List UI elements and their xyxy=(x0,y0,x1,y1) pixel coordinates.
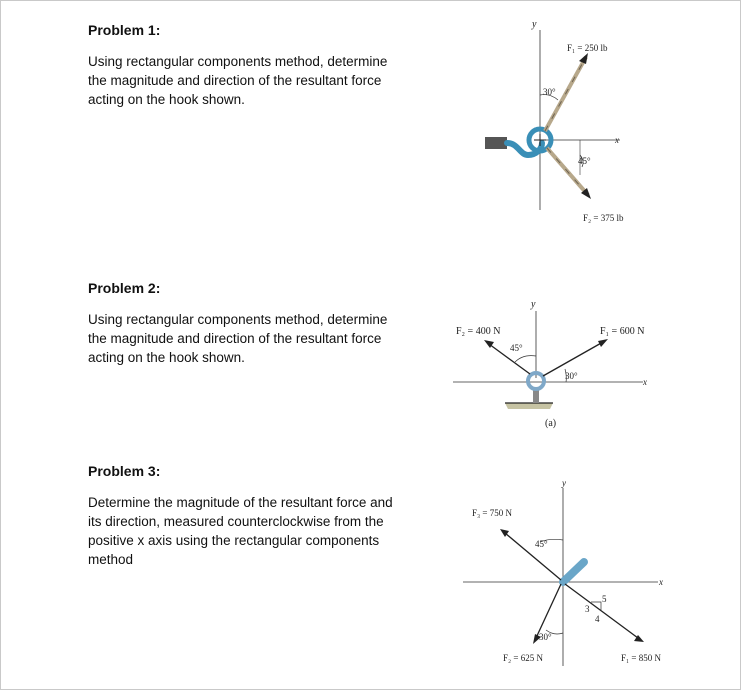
f3-arrow xyxy=(505,533,561,580)
x-axis-label: x xyxy=(659,577,663,587)
f1-arrowhead xyxy=(598,339,608,347)
problem-3-text: Determine the magnitude of the resultant force and its direction, measured counterclockwise from the positive x axis using the rectangular components method xyxy=(88,495,393,567)
y-axis-label: y xyxy=(562,478,566,488)
f1-arrowhead xyxy=(579,53,588,64)
x-axis-label: x xyxy=(615,135,619,145)
f2-arrow xyxy=(536,584,561,638)
f1-label: F₁ = 850 N xyxy=(621,653,661,663)
f1-arrow xyxy=(565,584,638,638)
f2-label: F₂ = 375 lb xyxy=(583,213,624,223)
peg xyxy=(563,562,584,582)
figure-2-hook-diagram xyxy=(453,296,663,436)
problem-3 xyxy=(88,463,408,569)
f2-label: F₂ = 625 N xyxy=(503,653,543,663)
f2-label: F₂ = 400 N xyxy=(456,326,501,337)
problem-3-title: Problem 3: xyxy=(88,463,161,479)
angle1-label: 45° xyxy=(535,539,548,549)
slope-label-4: 4 xyxy=(595,614,600,624)
angle2-label: 30° xyxy=(539,632,552,642)
problem-1 xyxy=(88,22,408,109)
angle2-label: 45° xyxy=(510,343,523,353)
angle1-label: 30° xyxy=(565,371,578,381)
f1-label: F₁ = 600 N xyxy=(600,326,645,337)
problem-1-text: Using rectangular components method, determine the magnitude and direction of the resultant force acting on the hook shown. xyxy=(88,54,388,107)
f3-label: F₃ = 750 N xyxy=(472,508,512,518)
slope-label-5: 5 xyxy=(602,594,607,604)
ground xyxy=(505,403,553,409)
angle2-arc xyxy=(515,356,536,362)
problem-1-title: Problem 1: xyxy=(88,22,161,38)
wall-mount xyxy=(485,137,507,149)
figure-1-hook-diagram xyxy=(470,15,660,230)
angle2-label: 45° xyxy=(578,156,591,166)
problem-2-title: Problem 2: xyxy=(88,280,161,296)
y-axis-label: y xyxy=(531,299,536,310)
figure-3-force-diagram xyxy=(458,478,673,678)
problem-2-text: Using rectangular components method, determine the magnitude and direction of the resultant force acting on the hook shown. xyxy=(88,312,388,365)
y-axis-label: y xyxy=(532,19,537,30)
x-axis-label: x xyxy=(643,377,647,387)
f1-label: F₁ = 250 lb xyxy=(567,43,608,53)
figure-caption: (a) xyxy=(545,418,557,429)
angle1-label: 30° xyxy=(543,87,556,97)
problem-2 xyxy=(88,280,408,367)
slope-label-3: 3 xyxy=(585,604,590,614)
